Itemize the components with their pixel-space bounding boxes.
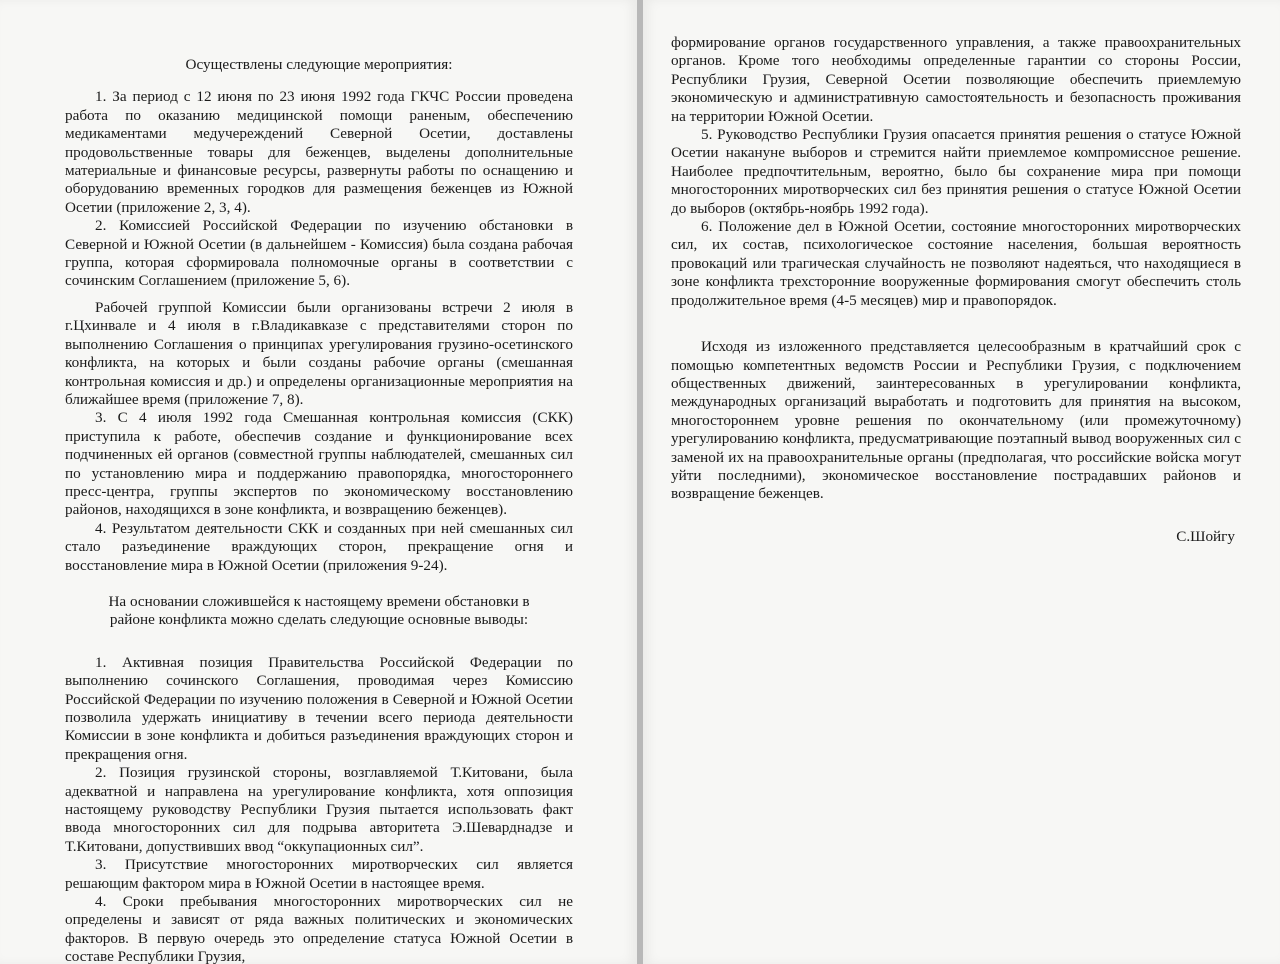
paragraph-item-4: 4. Результатом деятельности СКК и созданных при ней смешанных сил стало разъединение враждующих сторон, прекращение огня и восстановление мира в Южной Осетии (приложения 9-24). (65, 519, 573, 574)
left-page (0, 0, 637, 964)
conclusion-item-3: 3. Присутствие многосторонних миротворческих сил является решающим фактором мира в Южной Осетии в настоящее время. (65, 856, 573, 892)
paragraph-item-1: 1. За период с 12 июня по 23 июня 1992 года ГКЧС России проведена работа по оказанию медицинской помощи раненым, обеспечению медикаментами медучереждений Северной Осетии, доставлены продовольственные товары для беженцев, выделены дополнительные материальные и финансовые ресурсы, развернуты работы по оснащению и оборудованию временных городков для размещения беженцев из Южной Осетии (приложение 2, 3, 4). (65, 88, 573, 216)
conclusions-heading: На основании сложившейся к настоящему времени обстановки в районе конфликта можно сделать следующие основные выводы: (108, 592, 530, 629)
conclusion-item-6: 6. Положение дел в Южной Осетии, состояние многосторонних миротворческих сил, их состав, психологическое состояние населения, большая вероятность провокаций или трагическая случайность не позволяют надеяться, что находящиеся в зоне конфликта трехсторонние вооруженные формирования смогут обеспечить столь продолжительное время (4-5 месяцев) мир и правопорядок. (671, 218, 1241, 309)
conclusion-item-5: 5. Руководство Республики Грузия опасается принятия решения о статусе Южной Осетии накануне выборов и стремится найти приемлемое компромиссное решение. Наиболее предпочтительным, вероятно, было бы сохранение мира при помощи многосторонних миротворческих сил без принятия решения о статусе Южной Осетии до выборов (октябрь-ноябрь 1992 года). (671, 126, 1241, 217)
paragraph-item-3: 3. С 4 июля 1992 года Смешанная контрольная комиссия (СКК) приступила к работе, обеспечив создание и функционирование всех подчиненных ей органов (совместной группы наблюдателей, смешанных сил по установлению мира и поддержанию правопорядка, многостороннего пресс-центра, группы экспертов по экономическому восстановлению районов, находящихся в зоне конфликта, и возвращению беженцев). (65, 409, 573, 519)
right-page (643, 0, 1280, 964)
conclusion-item-2: 2. Позиция грузинской стороны, возглавляемой Т.Китовани, была адекватной и направлена на урегулирование конфликта, хотя оппозиция настоящему руководству Республики Грузия пытается использовать факт ввода многосторонних сил для подрыва авторитета Э.Шеварднадзе и Т.Китовани, допуствивших ввод “оккупационных сил”. (65, 764, 573, 855)
paragraph-working-group: Рабочей группой Комиссии были организованы встречи 2 июля в г.Цхинвале и 4 июля в г.Владикавказе с представителями сторон по выполнению Соглашения о принципах урегулирования грузино-осетинского конфликта, на которых и были созданы рабочие органы (смешанная контрольная комиссия и др.) и определены организационные мероприятия на ближайшее время (приложение 7, 8). (65, 298, 573, 408)
signature: С.Шойгу (1176, 527, 1235, 545)
conclusion-item-4: 4. Сроки пребывания многосторонних миротворческих сил не определены и зависят от ряда важных политических и экономических факторов. В первую очередь это определение статуса Южной Осетии в составе Республики Грузия, (65, 893, 573, 964)
measures-heading: Осуществлены следующие мероприятия: (185, 56, 453, 73)
paragraph-item-2: 2. Комиссией Российской Федерации по изучению обстановки в Северной и Южной Осетии (в дальнейшем - Комиссия) была создана рабочая группа, которая сформировала полномочные органы в соответствии с сочинским Соглашением (приложение 5, 6). (65, 217, 573, 290)
paragraph-continued: формирование органов государственного управления, а также правоохранительных органов. Кроме того необходимы определенные гарантии со стороны России, Республики Грузия, Северной Осетии позволяющие обеспечить приемлемую экономическую и административную самостоятельность и безопасность проживания на территории Южной Осетии. (671, 34, 1241, 125)
right-page-text (671, 34, 1241, 546)
final-recommendation: Исходя из изложенного представляется целесообразным в кратчайший срок с помощью компетентных ведомств России и Республики Грузия, с подключением общественных движений, заинтересованных в урегулировании конфликта, международных организаций выработать и подготовить для принятия на высоком, многостороннем уровне решения по окончательному (или промежуточному) урегулированию конфликта, предусматривающие поэтапный вывод вооруженных сил с заменой их на правоохранительные органы (предполагая, что российские войска могут уйти последними), экономическое восстановление пострадавших районов и возвращение беженцев. (671, 338, 1241, 503)
conclusion-item-1: 1. Активная позиция Правительства Российской Федерации по выполнению сочинского Соглашения, проводимая через Комиссию Российской Федерации по изучению положения в Северной и Южной Осетии позволила удержать инициативу в течении всего периода деятельности Комиссии в зоне конфликта и добиться разъединения враждующих сторон и прекращения огня. (65, 653, 573, 763)
left-page-text (65, 56, 573, 964)
